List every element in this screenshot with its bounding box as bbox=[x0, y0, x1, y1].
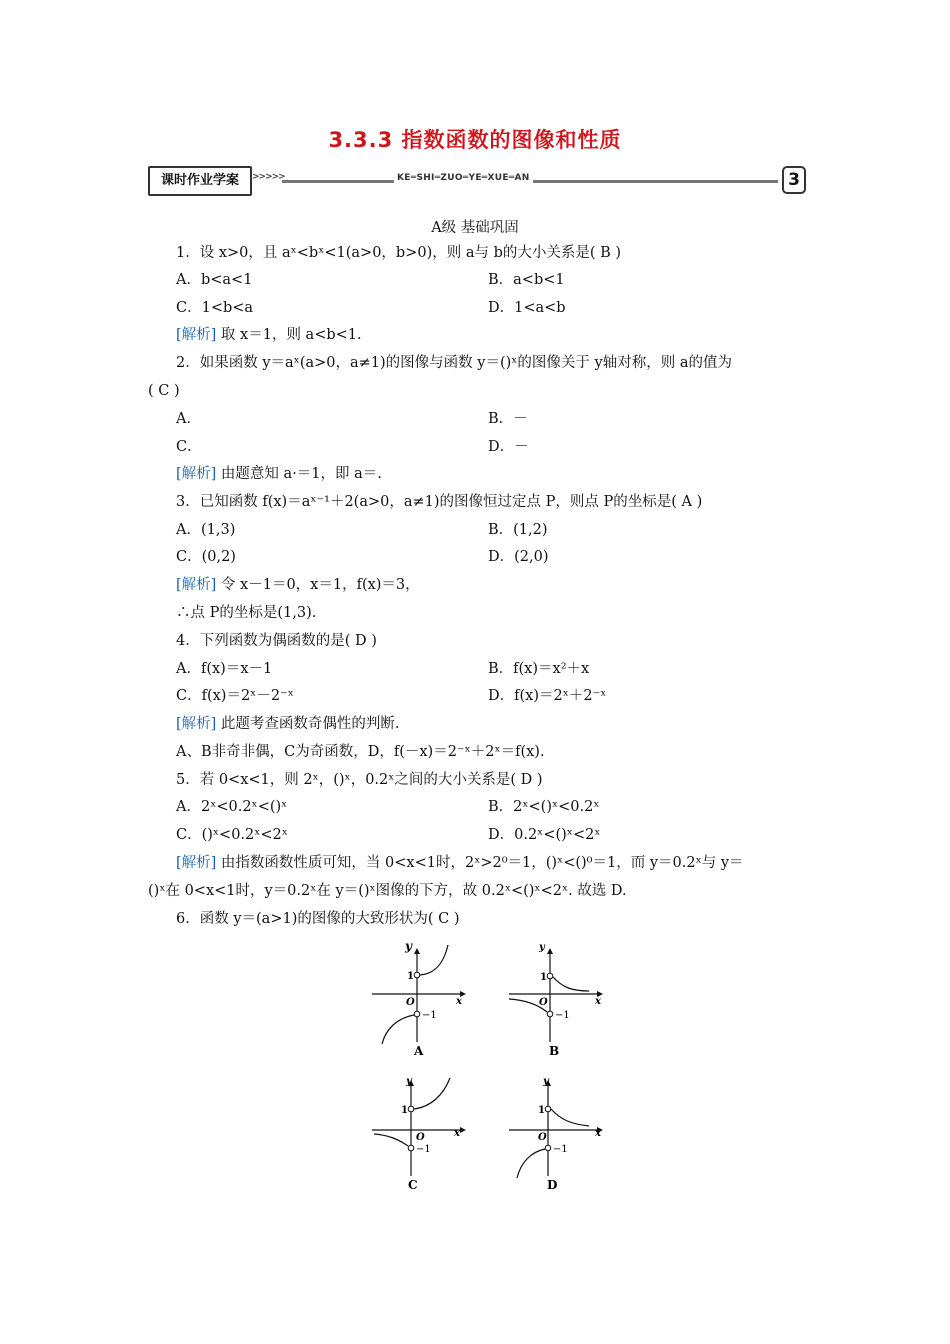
banner-pinyin: KE═SHI═ZUO═YE═XUE═AN bbox=[394, 173, 533, 183]
question-1: 1．设 x>0，且 aˣ<bˣ<1(a>0，b>0)，则 a与 b的大小关系是( B ) bbox=[176, 245, 622, 261]
question-2-answer: ( C ) bbox=[148, 383, 180, 399]
q4-option-c: C．f(x)＝2ˣ－2⁻ˣ bbox=[176, 688, 294, 704]
origin-label: O bbox=[406, 997, 415, 1008]
page-title: 3.3.3 指数函数的图像和性质 bbox=[328, 128, 622, 152]
origin-label: O bbox=[538, 1132, 547, 1143]
banner-arrows: >>>>> bbox=[252, 172, 285, 182]
section-banner bbox=[148, 166, 806, 196]
solution-text: 令 x－1＝0，x＝1，f(x)＝3， bbox=[216, 577, 420, 593]
one-label: 1 bbox=[538, 1105, 545, 1116]
q2-option-d: D．－ bbox=[488, 439, 529, 455]
axis-x-label: x bbox=[595, 1128, 601, 1139]
neg-one-label: −1 bbox=[553, 1144, 568, 1155]
graph-caption: B bbox=[549, 1044, 560, 1058]
axis-y-label: y bbox=[539, 942, 545, 953]
solution-1 bbox=[176, 325, 362, 345]
axis-x-label: x bbox=[456, 996, 462, 1007]
solution-text: 此题考查函数奇偶性的判断. bbox=[216, 716, 400, 732]
solution-tag: [解析] bbox=[176, 855, 217, 871]
q1-option-a: A．b<a<1 bbox=[176, 272, 253, 288]
neg-one-label: −1 bbox=[555, 1010, 570, 1021]
solution-text: 取 x＝1，则 a<b<1. bbox=[216, 327, 362, 343]
origin-label: O bbox=[416, 1132, 425, 1143]
axis-x-label: x bbox=[454, 1128, 460, 1139]
q2-option-b: B．－ bbox=[488, 411, 528, 427]
q4-option-d: D．f(x)＝2ˣ＋2⁻ˣ bbox=[488, 688, 607, 704]
q1-option-b: B．a<b<1 bbox=[488, 272, 565, 288]
axis-x-label: x bbox=[595, 996, 601, 1007]
solution-3-line-2: ∴点 P的坐标是(1,3). bbox=[176, 605, 317, 621]
banner-number: 3 bbox=[782, 166, 806, 194]
graph-a bbox=[368, 942, 478, 1060]
q3-option-b: B．(1,2) bbox=[488, 522, 548, 538]
solution-4 bbox=[176, 714, 400, 734]
q3-option-c: C．(0,2) bbox=[176, 549, 236, 565]
graph-caption: D bbox=[547, 1178, 558, 1192]
neg-one-label: −1 bbox=[422, 1010, 437, 1021]
banner-label: 课时作业学案 bbox=[148, 166, 252, 196]
question-5: 5．若 0<x<1，则 2ˣ，()ˣ，0.2ˣ之间的大小关系是( D ) bbox=[176, 772, 543, 788]
origin-label: O bbox=[539, 997, 548, 1008]
graph-d bbox=[505, 1076, 615, 1194]
graph-caption: A bbox=[414, 1044, 424, 1058]
solution-tag: [解析] bbox=[176, 716, 217, 732]
axis-y-label: y bbox=[405, 942, 412, 953]
axis-y-label: y bbox=[543, 1076, 549, 1087]
solution-2 bbox=[176, 464, 382, 484]
solution-text: 由指数函数性质可知，当 0<x<1时，2ˣ>2⁰＝1，()ˣ<()⁰＝1，而 y＝0.2ˣ与 y＝ bbox=[216, 855, 744, 871]
one-label: 1 bbox=[407, 971, 414, 982]
neg-one-label: −1 bbox=[416, 1144, 431, 1155]
solution-5 bbox=[176, 853, 744, 873]
graph-b bbox=[505, 942, 615, 1060]
solution-3 bbox=[176, 575, 420, 595]
one-label: 1 bbox=[401, 1105, 408, 1116]
solution-tag: [解析] bbox=[176, 327, 217, 343]
q4-option-a: A．f(x)＝x－1 bbox=[176, 661, 273, 677]
axis-y-label: y bbox=[406, 1076, 412, 1087]
q3-option-d: D．(2,0) bbox=[488, 549, 549, 565]
solution-tag: [解析] bbox=[176, 466, 217, 482]
solution-4-line-2: A、B非奇非偶，C为奇函数，D，f(－x)＝2⁻ˣ＋2ˣ＝f(x). bbox=[176, 744, 545, 760]
solution-5-line-2: ()ˣ在 0<x<1时，y＝0.2ˣ在 y＝()ˣ图像的下方，故 0.2ˣ<()ˣ<2ˣ. 故选 D. bbox=[148, 883, 627, 899]
q4-option-b: B．f(x)＝x²＋x bbox=[488, 661, 590, 677]
q5-option-a: A．2ˣ<0.2ˣ<()ˣ bbox=[176, 799, 288, 815]
question-2: 2．如果函数 y＝aˣ(a>0，a≠1)的图像与函数 y＝()ˣ的图像关于 y轴对称，则 a的值为 bbox=[176, 355, 732, 371]
solution-tag: [解析] bbox=[176, 577, 217, 593]
graph-c bbox=[368, 1076, 478, 1194]
q1-option-c: C．1<b<a bbox=[176, 300, 254, 316]
q2-option-a: A． bbox=[176, 411, 201, 427]
q3-option-a: A．(1,3) bbox=[176, 522, 236, 538]
q2-option-c: C． bbox=[176, 439, 202, 455]
q5-option-c: C．()ˣ<0.2ˣ<2ˣ bbox=[176, 827, 288, 843]
one-label: 1 bbox=[540, 972, 547, 983]
question-4: 4．下列函数为偶函数的是( D ) bbox=[176, 633, 377, 649]
solution-text: 由题意知 a·＝1，即 a＝. bbox=[216, 466, 382, 482]
question-3: 3．已知函数 f(x)＝aˣ⁻¹＋2(a>0，a≠1)的图像恒过定点 P，则点 P的坐标是( A ) bbox=[176, 494, 703, 510]
graph-caption: C bbox=[408, 1178, 418, 1192]
level-heading: A级 基础巩固 bbox=[431, 220, 519, 236]
q1-option-d: D．1<a<b bbox=[488, 300, 566, 316]
q5-option-d: D．0.2ˣ<()ˣ<2ˣ bbox=[488, 827, 601, 843]
q5-option-b: B．2ˣ<()ˣ<0.2ˣ bbox=[488, 799, 600, 815]
question-6: 6．函数 y＝(a>1)的图像的大致形状为( C ) bbox=[176, 911, 460, 927]
